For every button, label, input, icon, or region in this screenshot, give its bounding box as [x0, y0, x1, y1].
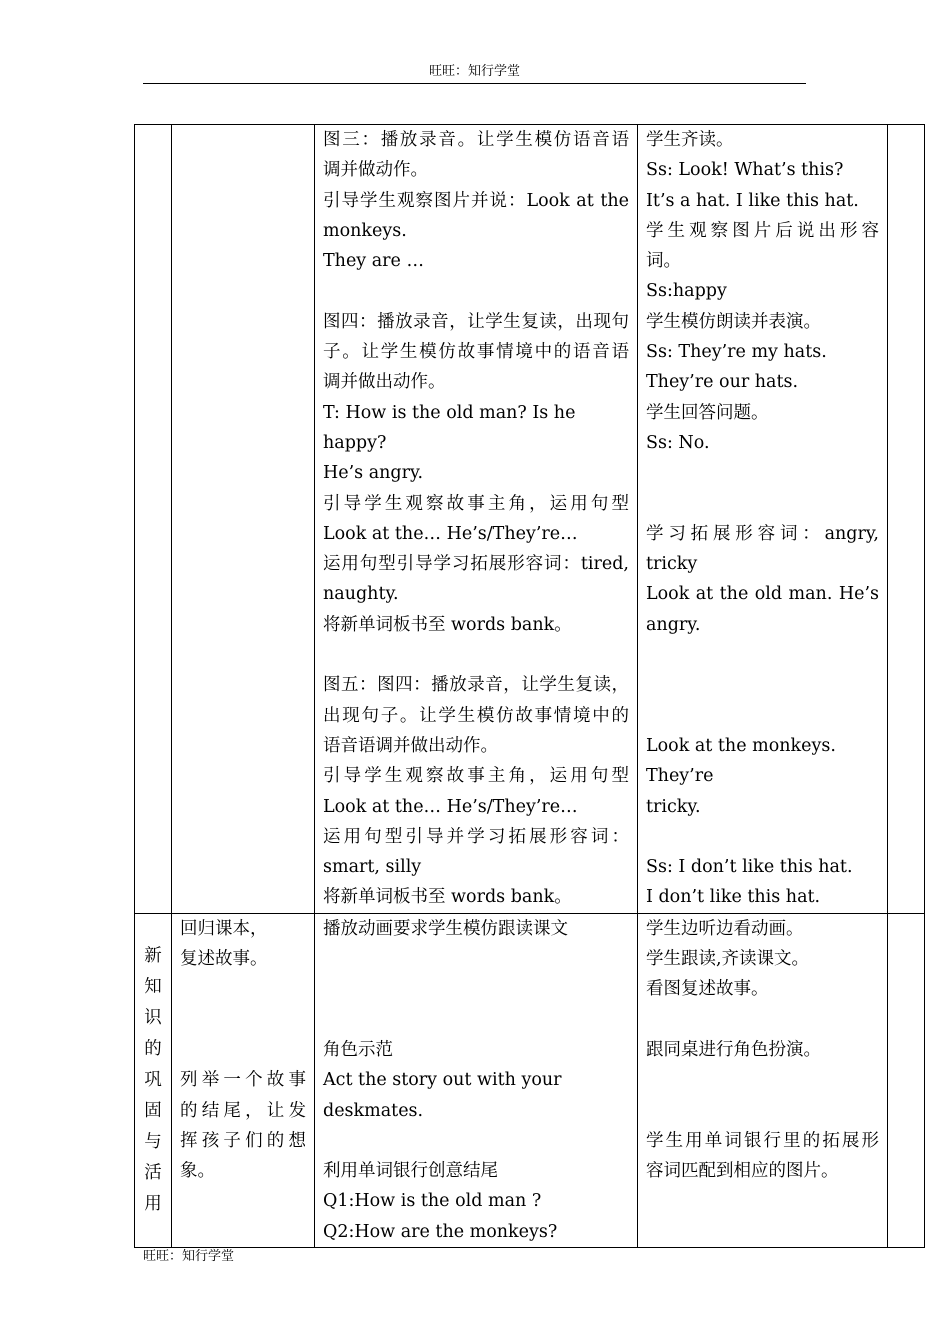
text-line: 子。让学生模仿故事情境中的语音语 — [323, 342, 629, 363]
text-line: 运用句型引导并学习拓展形容词： — [323, 826, 629, 847]
stage-char: 新 — [144, 945, 162, 966]
text-line: Act the story out with your deskmates. — [323, 1070, 562, 1121]
lesson-table — [134, 124, 925, 1248]
notes-cell — [888, 125, 925, 914]
text-line: 引导学生观察故事主角，运用句型 — [323, 493, 629, 514]
text-line: They’re our hats. — [646, 372, 799, 393]
text-line: 挥孩子们的想 — [180, 1130, 306, 1151]
text-line — [323, 974, 629, 1004]
content-cell — [172, 125, 315, 914]
text-line — [180, 974, 306, 1004]
text-line — [646, 822, 879, 852]
text-line: 利用单词银行创意结尾 — [323, 1161, 498, 1182]
text-line: 学生用单词银行里的拓展形 — [646, 1130, 879, 1151]
stage-char: 与 — [144, 1131, 162, 1152]
student-activity-cell — [638, 913, 888, 1247]
teacher-activity-cell — [315, 913, 638, 1247]
text-line: tricky. — [646, 796, 701, 817]
text-line — [180, 1035, 306, 1065]
text-line: 列举一个故事 — [180, 1070, 306, 1091]
stage-char: 用 — [144, 1193, 162, 1214]
stage-char: 知 — [144, 976, 162, 997]
stage-cell — [135, 125, 172, 914]
text-line — [646, 701, 879, 731]
text-line — [646, 1065, 879, 1095]
text-line: 学生边听边看动画。 — [646, 918, 804, 939]
text-line: 象。 — [180, 1161, 215, 1182]
stage-char: 固 — [144, 1100, 162, 1121]
text-line: It’s a hat. I like this hat. — [646, 190, 859, 211]
text-line: 出现句子。让学生模仿故事情境中的 — [323, 705, 629, 726]
text-line: Ss: Look! What’s this? — [646, 160, 844, 181]
text-line: smart, silly — [323, 857, 422, 878]
text-line — [180, 1005, 306, 1035]
page-footer: 旺旺：知行学堂 — [143, 1249, 235, 1264]
notes-cell — [888, 913, 925, 1247]
stage-char: 的 — [144, 1038, 162, 1059]
text-line: monkeys. — [323, 220, 407, 241]
text-line: 学生回答问题。 — [646, 402, 769, 423]
text-line: angry. — [646, 614, 701, 635]
text-line: I don’t like this hat. — [646, 887, 821, 908]
text-line: 运用句型引导学习拓展形容词：tired, — [323, 554, 629, 575]
text-line: 跟同桌进行角色扮演。 — [646, 1039, 821, 1060]
text-line: 图四：播放录音，让学生复读，出现句 — [323, 311, 629, 332]
text-line: 图三：播放录音。让学生模仿语音语 — [323, 130, 629, 150]
text-line: Ss:happy — [646, 281, 727, 302]
text-line: 看图复述故事。 — [646, 979, 769, 1000]
table-row — [135, 125, 925, 914]
text-line: Ss: They’re my hats. — [646, 342, 827, 363]
text-line: 容词匹配到相应的图片。 — [646, 1161, 839, 1182]
text-line — [646, 640, 879, 670]
page-header: 旺旺：知行学堂 — [143, 62, 806, 84]
text-line: 将新单词板书至 words bank。 — [323, 887, 572, 908]
student-activity-cell — [638, 125, 888, 914]
text-line: Ss: No. — [646, 432, 710, 453]
stage-char: 巩 — [144, 1069, 162, 1090]
text-line — [323, 1126, 629, 1156]
text-line: Ss: I don’t like this hat. — [646, 857, 853, 878]
text-line: They are … — [323, 251, 424, 272]
text-line — [646, 1096, 879, 1126]
text-line: 引导学生观察图片并说：Look at the — [323, 190, 629, 211]
text-line: 学生模仿朗读并表演。 — [646, 311, 821, 332]
text-line: tricky — [646, 554, 698, 575]
text-line: 语音语调并做出动作。 — [323, 735, 498, 756]
text-line: 将新单词板书至 words bank。 — [323, 614, 572, 635]
text-line: 引导学生观察故事主角，运用句型 — [323, 766, 629, 787]
text-line: Look at the… He’s/They’re… — [323, 796, 578, 817]
teacher-activity-cell — [315, 125, 638, 914]
text-line: 学生观察图片后说出形容 — [646, 220, 879, 241]
text-line — [323, 944, 629, 974]
text-line — [323, 1005, 629, 1035]
stage-cell — [135, 913, 172, 1247]
content-cell — [172, 913, 315, 1247]
table-row — [135, 913, 925, 1247]
text-line: 的结尾，让发 — [180, 1100, 306, 1121]
text-line: 调并做出动作。 — [323, 372, 446, 393]
text-line: 学生齐读。 — [646, 130, 734, 150]
text-line: Q1:How is the old man ? — [323, 1191, 542, 1212]
text-line: 词。 — [646, 251, 681, 272]
text-line — [646, 670, 879, 700]
text-line: He’s angry. — [323, 463, 424, 484]
text-line: Q2:How are the monkeys? — [323, 1221, 558, 1242]
text-line: Look at the… He’s/They’re… — [323, 523, 578, 544]
text-line — [646, 458, 879, 488]
text-line — [646, 1005, 879, 1035]
text-line: 复述故事。 — [180, 949, 268, 970]
stage-char: 活 — [144, 1162, 162, 1183]
text-line: 图五：图四：播放录音，让学生复读， — [323, 675, 629, 696]
text-line — [323, 640, 629, 670]
text-line: 学习拓展形容词：angry, — [646, 523, 879, 544]
text-line: 播放动画要求学生模仿跟读课文 — [323, 918, 568, 939]
text-line: Look at the old man. He’s — [646, 584, 879, 605]
text-line: T: How is the old man? Is he happy? — [323, 402, 576, 453]
stage-char: 识 — [144, 1007, 162, 1028]
text-line: 学生跟读,齐读课文。 — [646, 949, 810, 970]
text-line — [323, 276, 629, 306]
text-line: 调并做动作。 — [323, 160, 428, 181]
text-line: Look at the monkeys. They’re — [646, 735, 836, 787]
text-line: naughty. — [323, 584, 399, 605]
text-line — [646, 489, 879, 519]
text-line: 回归课本， — [180, 918, 268, 939]
text-line: 角色示范 — [323, 1039, 393, 1060]
